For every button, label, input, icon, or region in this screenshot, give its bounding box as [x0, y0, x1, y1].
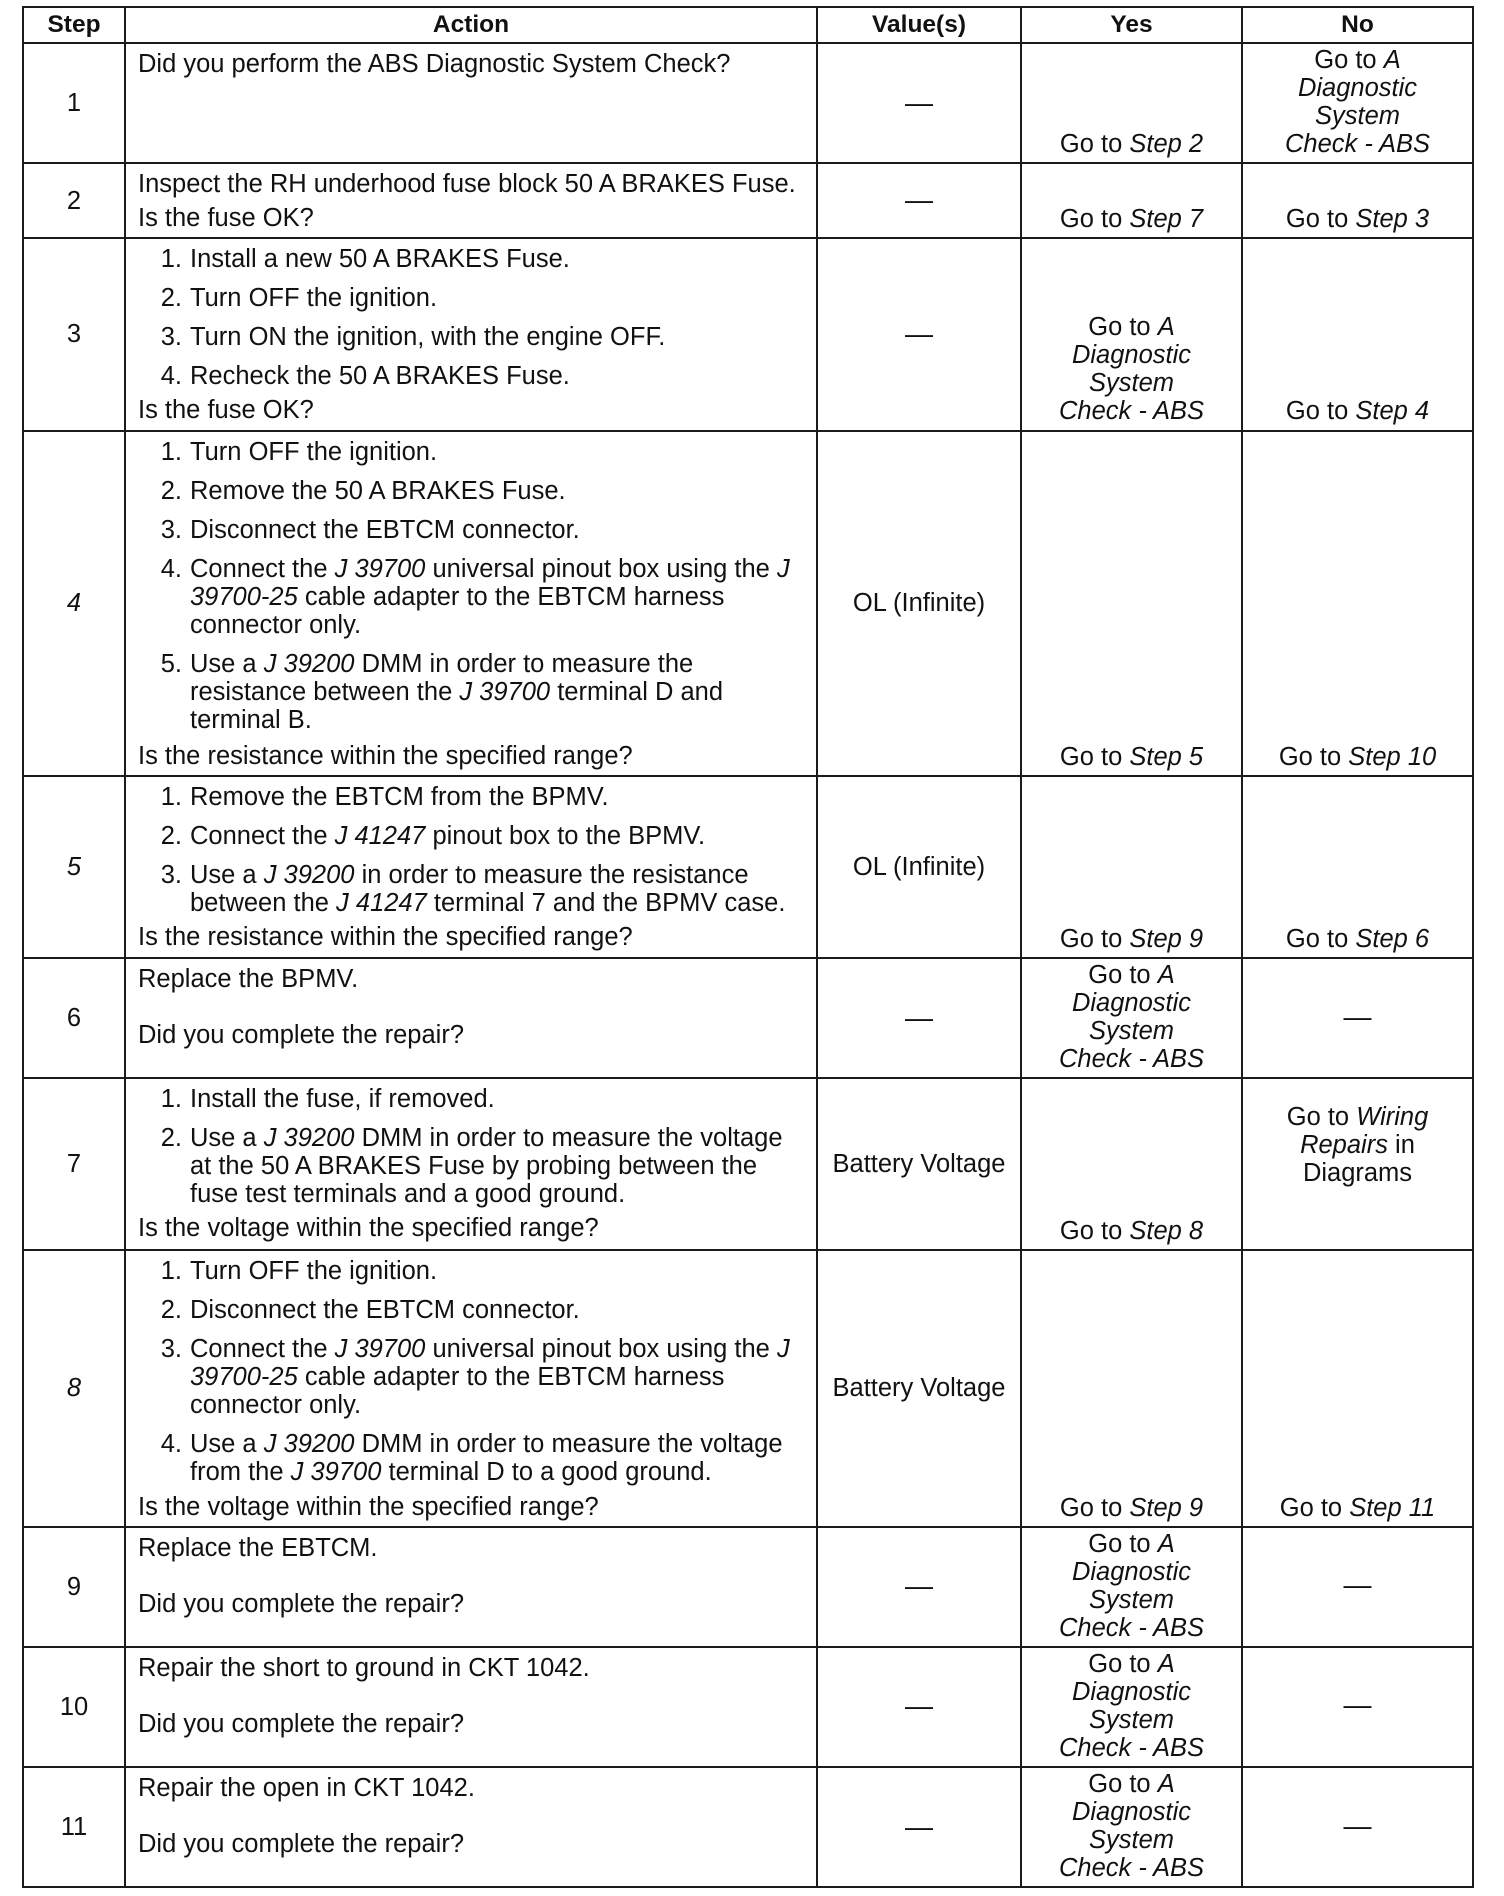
tool-ref: J 39700 [290, 1458, 382, 1487]
step-number: 8 [23, 1250, 125, 1526]
no-cell [1242, 1250, 1473, 1526]
no-cell [1242, 43, 1473, 163]
action-cell [125, 431, 817, 776]
step-link[interactable]: Step 11 [1349, 1493, 1436, 1522]
action-cell [125, 163, 817, 238]
action-question: Did you complete the repair? [138, 1829, 465, 1858]
table-row [23, 238, 1473, 430]
diag-link-check[interactable]: Check - ABS [1058, 1854, 1205, 1883]
no-cell [1242, 238, 1473, 430]
list-item: 3. Disconnect the EBTCM connector. [160, 515, 580, 544]
diag-link-a[interactable]: A [1157, 1769, 1175, 1798]
goto-text: Go to [1059, 1493, 1123, 1522]
step-link[interactable]: Step 2 [1129, 130, 1204, 159]
yes-cell [1021, 431, 1242, 776]
no-cell: — [1242, 1767, 1473, 1887]
step-link[interactable]: Step 10 [1348, 742, 1437, 771]
no-cell [1242, 163, 1473, 238]
action-steps [138, 1085, 808, 1208]
list-item: 3. Connect the J 39700 universal pinout box using the J 39700-25 cable adapter to the EBTCM harness connector only. [160, 1335, 790, 1420]
value-cell: Battery Voltage [817, 1250, 1021, 1526]
goto-text: Go to [1279, 1493, 1343, 1522]
action-question: Is the voltage within the specified range? [138, 1214, 599, 1243]
list-item: 4. Use a J 39200 DMM in order to measure the voltage from the J 39700 terminal D to a good ground. [160, 1430, 783, 1487]
no-cell: — [1242, 958, 1473, 1078]
tool-ref: J 39700 [334, 554, 426, 583]
yes-cell [1021, 1250, 1242, 1526]
diag-link-diagnostic[interactable]: Diagnostic [1071, 341, 1192, 370]
tool-ref: J 39200 [263, 1430, 355, 1459]
step-number: 7 [23, 1078, 125, 1250]
yes-cell [1021, 958, 1242, 1078]
yes-cell [1021, 776, 1242, 958]
step-link[interactable]: Step 5 [1129, 742, 1204, 771]
action-steps [138, 438, 808, 734]
list-item: 2. Remove the 50 A BRAKES Fuse. [160, 476, 566, 505]
step-link[interactable]: Step 4 [1355, 397, 1430, 426]
header-yes: Yes [1021, 7, 1242, 43]
tool-ref: J 39200 [263, 861, 355, 890]
action-cell [125, 958, 817, 1078]
goto-text: Go to [1088, 1529, 1151, 1558]
list-item: 3. Use a J 39200 in order to measure the resistance between the J 41247 terminal 7 and the BPMV case. [160, 861, 786, 918]
list-item: 4. Connect the J 39700 universal pinout box using the J 39700-25 cable adapter to the EBTCM harness connector only. [160, 554, 790, 639]
list-item: 2. Turn OFF the ignition. [160, 284, 438, 313]
tool-ref: J 39200 [263, 649, 355, 678]
header-action: Action [125, 7, 817, 43]
action-cell [125, 1527, 817, 1647]
action-text: Inspect the RH underhood fuse block 50 A BRAKES Fuse. [138, 170, 796, 199]
diag-link-system[interactable]: System [1088, 1017, 1175, 1046]
no-cell [1242, 431, 1473, 776]
list-item: 5. Use a J 39200 DMM in order to measure the resistance between the J 39700 terminal D and terminal B. [160, 649, 724, 734]
goto-text: Go to [1285, 397, 1349, 426]
value-cell: — [817, 1767, 1021, 1887]
goto-text: Go to [1059, 205, 1123, 234]
header-row [23, 7, 1473, 43]
diag-link-check[interactable]: Check - ABS [1058, 1733, 1205, 1762]
table-row [23, 1078, 1473, 1250]
value-cell: — [817, 43, 1021, 163]
value-cell: — [817, 163, 1021, 238]
table-row [23, 1647, 1473, 1767]
list-item: 1. Install a new 50 A BRAKES Fuse. [160, 245, 570, 274]
action-text: Did you perform the ABS Diagnostic System Check? [138, 50, 731, 78]
goto-text: Go to [1088, 313, 1151, 342]
action-cell [125, 1767, 817, 1887]
action-steps [138, 245, 808, 390]
diag-link-check[interactable]: Check - ABS [1058, 1613, 1205, 1642]
yes-cell [1021, 43, 1242, 163]
goto-text: Go to [1059, 130, 1123, 159]
diag-link-diagnostic[interactable]: Diagnostic [1297, 74, 1418, 103]
tool-ref: J 39700 [334, 1335, 426, 1364]
value-cell: — [817, 1527, 1021, 1647]
goto-text: Go to [1285, 205, 1349, 234]
tool-ref: J 39200 [263, 1124, 355, 1153]
yes-cell [1021, 1767, 1242, 1887]
diag-link-diagnostic[interactable]: Diagnostic [1071, 1677, 1192, 1706]
diag-link-a[interactable]: A [1157, 1529, 1175, 1558]
action-steps [138, 783, 808, 917]
tool-ref: J 39700-25 [190, 1335, 790, 1392]
value-cell: OL (Infinite) [817, 776, 1021, 958]
diag-link-system[interactable]: System [1314, 102, 1401, 131]
action-text: Repair the open in CKT 1042. [138, 1773, 475, 1802]
step-number: 9 [23, 1527, 125, 1647]
action-text: Replace the BPMV. [138, 964, 359, 993]
value-cell: — [817, 1647, 1021, 1767]
list-item: 2. Use a J 39200 DMM in order to measure the voltage at the 50 A BRAKES Fuse by probing between the fuse test terminals and a good ground. [160, 1124, 783, 1209]
step-link[interactable]: Step 9 [1129, 924, 1204, 953]
list-item: 4. Recheck the 50 A BRAKES Fuse. [160, 362, 570, 391]
tool-ref: J 41247 [336, 889, 427, 918]
action-cell [125, 1078, 817, 1250]
table-row [23, 776, 1473, 958]
table-row [23, 43, 1473, 163]
step-number: 3 [23, 238, 125, 430]
diagnostic-table [22, 6, 1474, 1888]
no-cell [1242, 1078, 1473, 1250]
step-number: 6 [23, 958, 125, 1078]
list-item: 1. Turn OFF the ignition. [160, 437, 438, 466]
step-number: 5 [23, 776, 125, 958]
value-cell: — [817, 958, 1021, 1078]
goto-text: Go to [1059, 924, 1123, 953]
diag-link-diagnostic[interactable]: Diagnostic [1071, 989, 1192, 1018]
goto-text: Go to [1088, 960, 1151, 989]
tool-ref: J 39700-25 [190, 554, 790, 611]
no-cell [1242, 776, 1473, 958]
step-link[interactable]: Step 7 [1129, 205, 1204, 234]
step-number: 4 [23, 431, 125, 776]
diagrams-text: Diagrams [1302, 1159, 1413, 1188]
diag-link-check[interactable]: Check - ABS [1058, 397, 1205, 426]
goto-text: Go to [1286, 1103, 1350, 1132]
table-row [23, 1250, 1473, 1526]
diag-link-system[interactable]: System [1088, 369, 1175, 398]
diag-link-diagnostic[interactable]: Diagnostic [1071, 1797, 1192, 1826]
yes-cell [1021, 1078, 1242, 1250]
table-row [23, 1767, 1473, 1887]
action-cell [125, 1250, 817, 1526]
goto-text: Go to [1059, 1217, 1123, 1246]
table-row [23, 431, 1473, 776]
header-no: No [1242, 7, 1473, 43]
diag-link-a[interactable]: A [1157, 960, 1175, 989]
step-number: 2 [23, 163, 125, 238]
no-cell: — [1242, 1527, 1473, 1647]
action-question: Is the resistance within the specified range? [138, 741, 633, 770]
action-cell [125, 238, 817, 430]
goto-text: Go to [1059, 742, 1123, 771]
table-row [23, 1527, 1473, 1647]
list-item: 2. Disconnect the EBTCM connector. [160, 1296, 580, 1325]
table-row [23, 958, 1473, 1078]
wiring-link[interactable]: Wiring [1356, 1103, 1429, 1132]
goto-text: Go to [1088, 1769, 1151, 1798]
action-question: Is the voltage within the specified range? [138, 1492, 599, 1521]
action-question: Is the resistance within the specified range? [138, 923, 633, 952]
diag-link-check[interactable]: Check - ABS [1284, 130, 1431, 159]
no-cell: — [1242, 1647, 1473, 1767]
action-steps [138, 1257, 808, 1486]
yes-cell [1021, 163, 1242, 238]
tool-ref: J 41247 [334, 822, 426, 851]
goto-text: Go to [1088, 1649, 1151, 1678]
action-cell [125, 1647, 817, 1767]
action-question: Is the fuse OK? [138, 396, 314, 425]
diag-link-a[interactable]: A [1157, 313, 1175, 342]
action-text: Repair the short to ground in CKT 1042. [138, 1653, 590, 1682]
step-link[interactable]: Step 6 [1355, 924, 1430, 953]
action-cell [125, 43, 817, 163]
diag-link-a[interactable]: A [1383, 46, 1401, 74]
step-number: 10 [23, 1647, 125, 1767]
goto-text: Go to [1314, 46, 1377, 74]
yes-cell [1021, 1647, 1242, 1767]
header-values: Value(s) [817, 7, 1021, 43]
step-link[interactable]: Step 8 [1129, 1217, 1204, 1246]
yes-cell [1021, 1527, 1242, 1647]
step-number: 1 [23, 43, 125, 163]
action-cell [125, 776, 817, 958]
tool-ref: J 39700 [459, 677, 551, 706]
step-number: 11 [23, 1767, 125, 1887]
value-cell: OL (Infinite) [817, 431, 1021, 776]
goto-text: Go to [1278, 742, 1342, 771]
diag-link-system[interactable]: System [1088, 1705, 1175, 1734]
value-cell: — [817, 238, 1021, 430]
repairs-link[interactable]: Repairs [1300, 1131, 1388, 1160]
diag-link-a[interactable]: A [1157, 1649, 1175, 1678]
action-question: Is the fuse OK? [138, 204, 314, 233]
list-item: 1. Install the fuse, if removed. [160, 1085, 495, 1114]
step-link[interactable]: Step 3 [1355, 205, 1430, 234]
header-step: Step [23, 7, 125, 43]
action-text: Replace the EBTCM. [138, 1533, 378, 1562]
yes-cell [1021, 238, 1242, 430]
diag-link-check[interactable]: Check - ABS [1058, 1045, 1205, 1074]
diag-link-system[interactable]: System [1088, 1826, 1175, 1855]
in-text: in [1395, 1131, 1415, 1160]
action-question: Did you complete the repair? [138, 1021, 465, 1050]
table-row [23, 163, 1473, 238]
diag-link-system[interactable]: System [1088, 1585, 1175, 1614]
list-item: 2. Connect the J 41247 pinout box to the BPMV. [160, 822, 706, 851]
step-link[interactable]: Step 9 [1129, 1493, 1204, 1522]
action-question: Did you complete the repair? [138, 1709, 465, 1738]
list-item: 1. Turn OFF the ignition. [160, 1257, 438, 1286]
value-cell: Battery Voltage [817, 1078, 1021, 1250]
list-item: 3. Turn ON the ignition, with the engine OFF. [160, 323, 666, 352]
goto-text: Go to [1285, 924, 1349, 953]
action-question: Did you complete the repair? [138, 1589, 465, 1618]
list-item: 1. Remove the EBTCM from the BPMV. [160, 782, 609, 811]
diag-link-diagnostic[interactable]: Diagnostic [1071, 1557, 1192, 1586]
